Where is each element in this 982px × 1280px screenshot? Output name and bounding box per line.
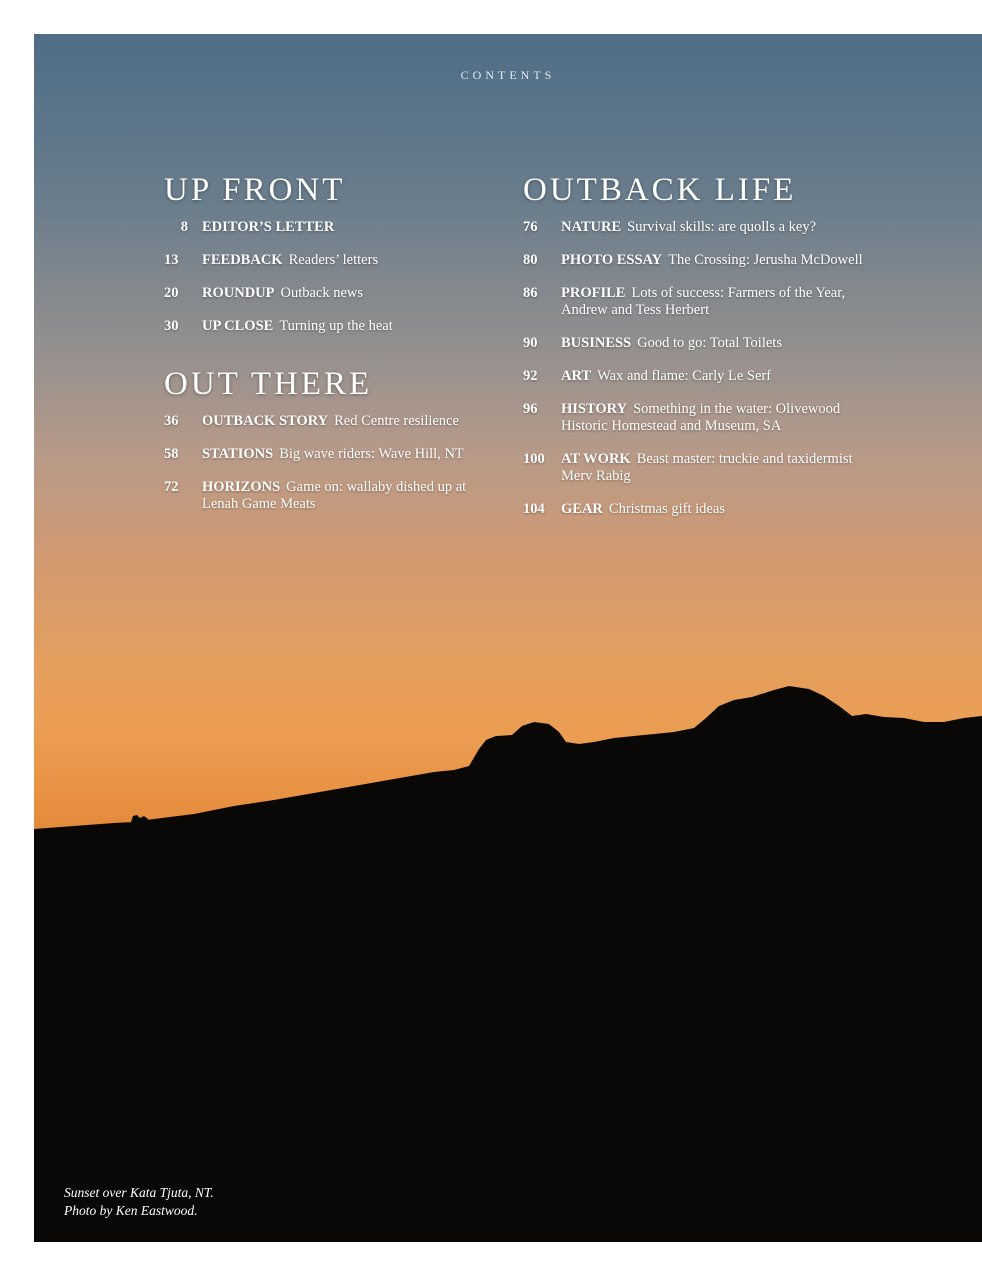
entry-description: The Crossing: Jerusha McDowell <box>668 252 863 268</box>
toc-entry[interactable] <box>164 318 494 335</box>
entry-category: AT WORK <box>561 451 631 467</box>
entry-description: Outback news <box>280 285 364 301</box>
caption-credit: Photo by Ken Eastwood. <box>64 1203 198 1218</box>
toc-entry[interactable] <box>523 368 863 385</box>
page-number: 86 <box>523 285 538 301</box>
section-title: UP FRONT <box>164 172 346 208</box>
toc-entry[interactable] <box>164 446 494 463</box>
entry-description: Readers’ letters <box>288 252 379 268</box>
page-number: 13 <box>164 252 179 268</box>
entry-description: Wax and flame: Carly Le Serf <box>597 368 772 384</box>
page-number: 36 <box>164 413 179 429</box>
page-number: 92 <box>523 368 538 384</box>
entry-category: HORIZONS <box>202 479 281 495</box>
entry-category: ART <box>561 368 592 384</box>
toc-entry[interactable] <box>164 285 494 302</box>
entry-category: STATIONS <box>202 446 274 462</box>
toc-entry[interactable] <box>523 501 863 518</box>
page-number: 58 <box>164 446 179 462</box>
toc-entry[interactable] <box>164 252 494 269</box>
section-outback-life <box>523 172 863 534</box>
page-number: 100 <box>523 451 545 467</box>
contents-kicker: CONTENTS <box>460 68 556 82</box>
photo-caption <box>64 1184 214 1220</box>
section-out-there <box>164 366 494 529</box>
section-up-front <box>164 172 494 351</box>
entry-category: PROFILE <box>561 285 626 301</box>
entry-category: EDITOR’S LETTER <box>202 219 335 235</box>
entry-description: Game on: wallaby dished up at Lenah Game Meats <box>202 479 467 512</box>
entry-category: FEEDBACK <box>202 252 283 268</box>
page-number: 8 <box>180 219 188 235</box>
section-title: OUTBACK LIFE <box>523 172 797 208</box>
entry-category: HISTORY <box>561 401 628 417</box>
entry-description: Lots of success: Farmers of the Year, Andrew and Tess Herbert <box>561 285 846 318</box>
toc-entry[interactable] <box>523 219 863 236</box>
entry-category: BUSINESS <box>561 335 632 351</box>
entry-category: ROUNDUP <box>202 285 275 301</box>
entry-description: Red Centre resilience <box>334 413 459 429</box>
page-number: 80 <box>523 252 538 268</box>
page-number: 30 <box>164 318 179 334</box>
entry-description: Good to go: Total Toilets <box>637 335 782 351</box>
entry-category: PHOTO ESSAY <box>561 252 663 268</box>
toc-entry[interactable] <box>523 335 863 352</box>
toc-entry[interactable] <box>523 451 863 485</box>
toc-entry[interactable] <box>164 479 494 513</box>
entry-description: Beast master: truckie and taxidermist Merv Rabig <box>561 451 853 484</box>
entry-description: Something in the water: Olivewood Historic Homestead and Museum, SA <box>561 401 841 434</box>
toc-entry[interactable] <box>164 413 494 430</box>
toc-entry[interactable] <box>523 252 863 269</box>
entry-description: Christmas gift ideas <box>608 501 725 517</box>
toc-entry[interactable] <box>523 401 863 435</box>
contents-page <box>34 34 982 1242</box>
caption-line: Sunset over Kata Tjuta, NT. <box>64 1185 214 1200</box>
page-number: 20 <box>164 285 179 301</box>
toc-entry[interactable] <box>164 219 494 236</box>
page-number: 90 <box>523 335 538 351</box>
page-number: 72 <box>164 479 179 495</box>
toc-entry[interactable] <box>523 285 863 319</box>
page-number: 76 <box>523 219 538 235</box>
entry-description: Turning up the heat <box>279 318 393 334</box>
entry-description: Big wave riders: Wave Hill, NT <box>279 446 464 462</box>
entry-category: GEAR <box>561 501 603 517</box>
entry-description: Survival skills: are quolls a key? <box>627 219 817 235</box>
page-number: 104 <box>523 501 545 517</box>
section-title: OUT THERE <box>164 366 373 402</box>
entry-category: NATURE <box>561 219 622 235</box>
entry-category: OUTBACK STORY <box>202 413 329 429</box>
entry-category: UP CLOSE <box>202 318 274 334</box>
page-number: 96 <box>523 401 538 417</box>
